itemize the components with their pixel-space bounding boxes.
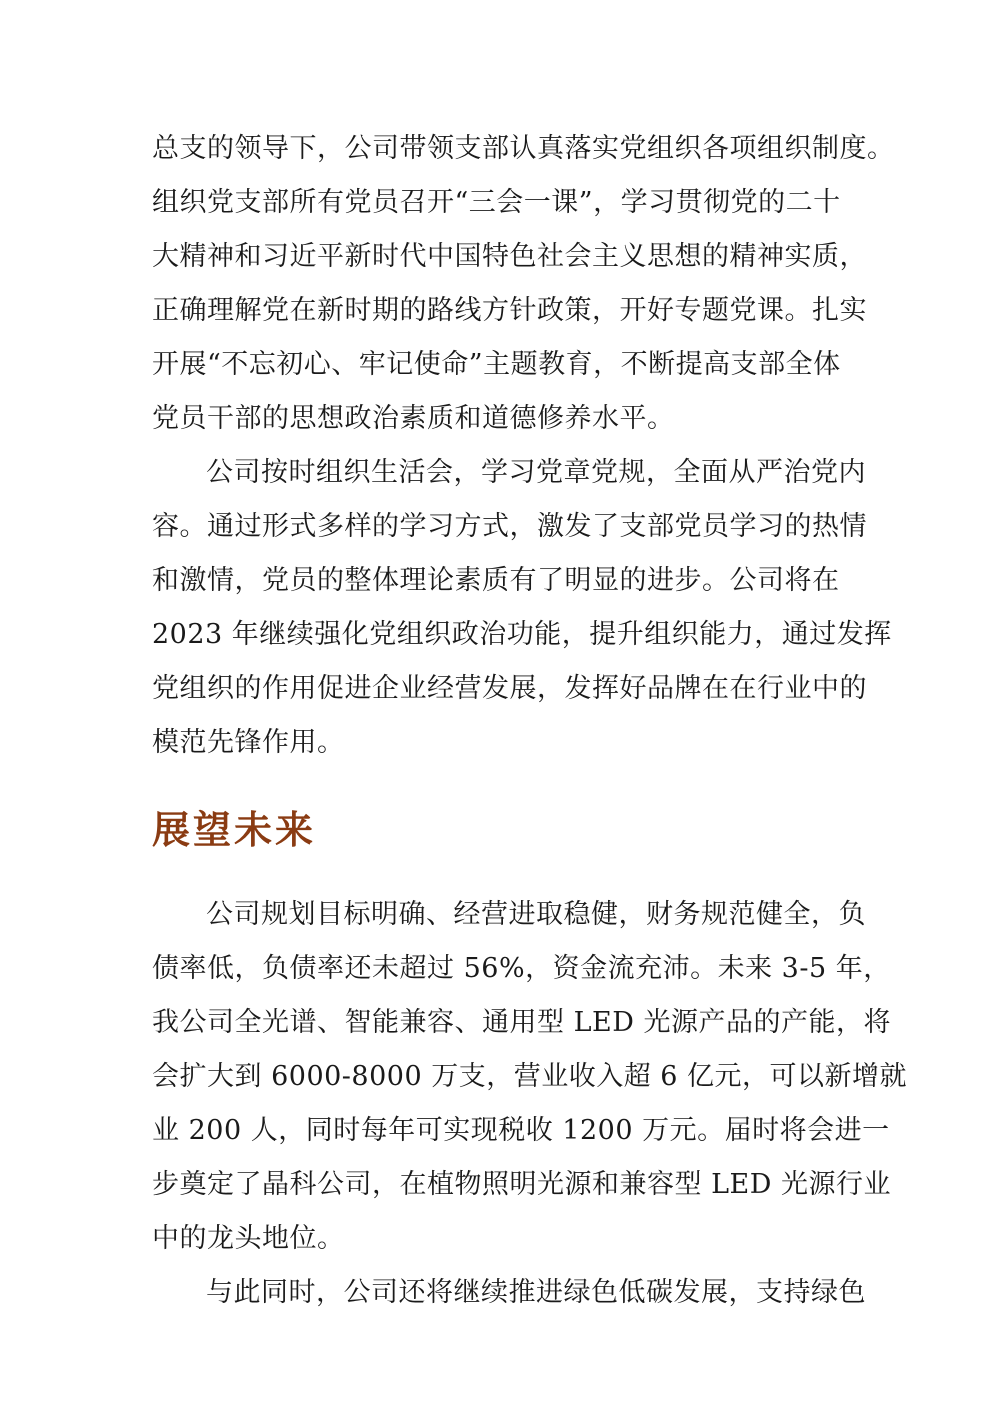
text-line: 开展“不忘初心、牢记使命”主题教育，不断提高支部全体 [152,349,841,380]
paragraph-organization-life [152,446,892,770]
text-line: 会扩大到 6000-8000 万支，营业收入超 6 亿元，可以新增就 [152,1061,908,1092]
text-line: 容。通过形式多样的学习方式，激发了支部党员学习的热情 [152,511,867,542]
text-line: 和激情，党员的整体理论素质有了明显的进步。公司将在 [152,565,840,596]
paragraph-green-development [152,1266,866,1320]
text-line: 债率低，负债率还未超过 56%，资金流充沛。未来 3-5 年， [152,953,891,984]
text-line: 我公司全光谱、智能兼容、通用型 LED 光源产品的产能，将 [152,1007,891,1038]
paragraph-party-organization [152,122,895,446]
text-line: 总支的领导下，公司带领支部认真落实党组织各项组织制度。 [152,133,895,164]
text-line: 公司按时组织生活会，学习党章党规，全面从严治党内 [206,457,866,488]
text-line: 正确理解党在新时期的路线方针政策，开好专题党课。扎实 [152,295,867,326]
text-line: 公司规划目标明确、经营进取稳健，财务规范健全，负 [206,899,866,930]
text-line: 中的龙头地位。 [152,1223,345,1254]
document-body [152,122,908,1320]
text-line: 步奠定了晶科公司，在植物照明光源和兼容型 LED 光源行业 [152,1169,891,1200]
text-line: 业 200 人，同时每年可实现税收 1200 万元。届时将会进一 [152,1115,890,1146]
text-line: 党组织的作用促进企业经营发展，发挥好品牌在在行业中的 [152,673,867,704]
text-line: 模范先锋作用。 [152,727,345,758]
text-line: 党员干部的思想政治素质和道德修养水平。 [152,403,675,434]
text-line: 与此同时，公司还将继续推进绿色低碳发展，支持绿色 [206,1277,866,1308]
text-line: 2023 年继续强化党组织政治功能，提升组织能力，通过发挥 [152,619,892,650]
text-line: 大精神和习近平新时代中国特色社会主义思想的精神实质， [152,241,867,272]
text-line: 组织党支部所有党员召开“三会一课”，学习贯彻党的二十 [152,187,841,218]
paragraph-future-outlook [152,888,908,1266]
section-heading: 展望未来 [152,807,317,852]
